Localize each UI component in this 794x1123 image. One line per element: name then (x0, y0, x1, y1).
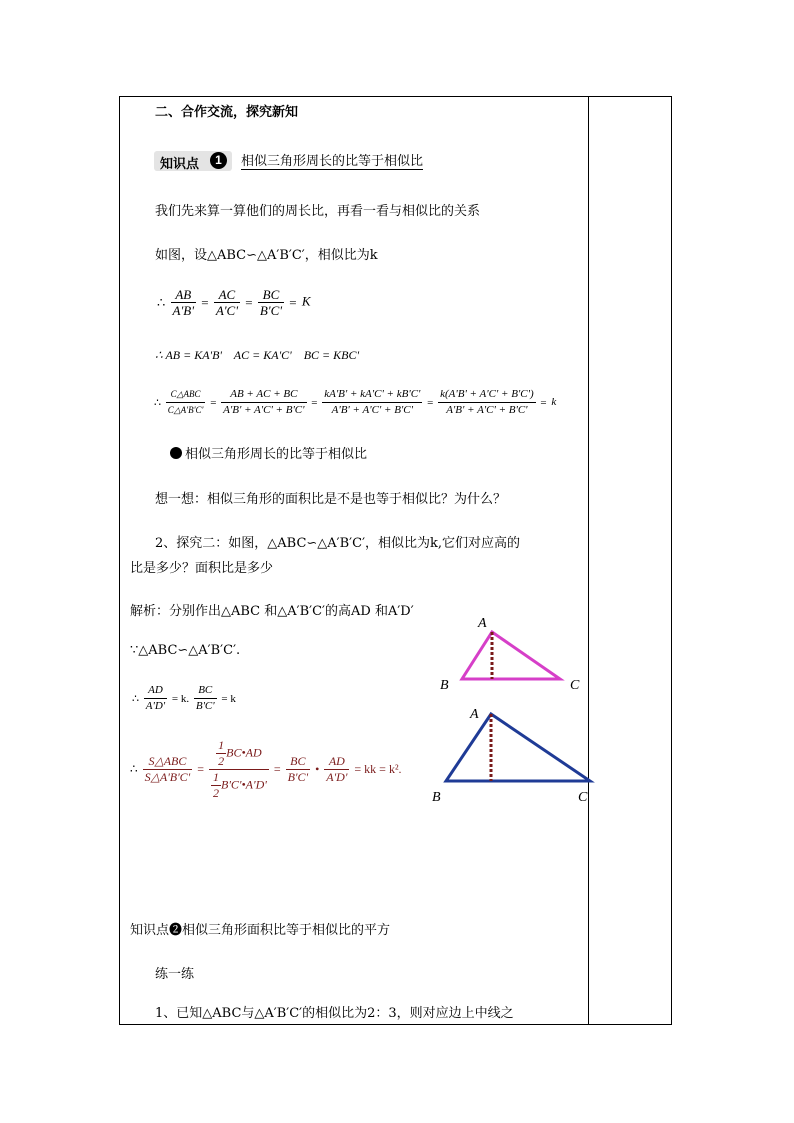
denominator: S△A'B'C' (144, 770, 191, 784)
ratio-equation (155, 287, 311, 318)
label-b-small: B (440, 678, 449, 693)
fraction (221, 387, 306, 418)
denominator: B'C' (259, 303, 283, 318)
fraction (322, 387, 422, 418)
half-fraction (211, 770, 221, 801)
therefore-symbol: ∴ (157, 294, 166, 310)
dot-operator: • (315, 762, 320, 776)
setup-text: 如图，设△ABC∽△A′B′C′，相似比为k (155, 248, 378, 263)
label-c-small: C (570, 678, 580, 693)
large-triangle (446, 714, 590, 781)
relation-ab: AB = KA'B' (165, 348, 222, 362)
equals-k: = k (221, 692, 236, 705)
height-ratio-equation (130, 683, 238, 714)
explore-line2: 比是多少？面积比是多少 (130, 561, 274, 576)
section-title: 二、合作交流，探究新知 (155, 104, 299, 119)
knowledge2-title: 相似三角形面积比等于相似比的平方 (182, 923, 391, 938)
small-triangle (462, 632, 560, 679)
knowledge-number-icon: 1 (210, 152, 227, 169)
denominator: 2 (213, 786, 220, 800)
fraction (286, 754, 310, 785)
bullet-icon (170, 447, 182, 459)
fraction (144, 683, 167, 714)
area-result: = kk = k². (354, 762, 402, 776)
equals-sign: = (540, 396, 547, 409)
numerator: AD (144, 683, 167, 699)
fraction (194, 683, 217, 714)
denominator: A'D' (145, 700, 166, 712)
triangle-figures (430, 615, 600, 815)
equals-sign: = (201, 294, 209, 310)
numerator: BC (194, 683, 217, 699)
therefore-symbol: ∴ (132, 693, 139, 705)
explore-line1: 2、探究二：如图，△ABC∽△A′B′C′，相似比为k,它们对应高的 (155, 536, 521, 551)
numerator: AB (171, 287, 196, 303)
numerator: BC (258, 287, 284, 303)
equals-sign: = (273, 762, 281, 776)
denominator: A'B' + A'C' + B'C' (223, 404, 305, 416)
numerator: AB + AC + BC (221, 387, 306, 403)
knowledge2-label: 知识点 (130, 923, 170, 938)
denominator: A'B' (172, 303, 194, 318)
denominator: 2 (218, 754, 225, 768)
fraction (143, 754, 193, 785)
numerator: AD (324, 754, 349, 770)
denominator: B'C' (287, 770, 309, 784)
conclusion1-text: 相似三角形周长的比等于相似比 (185, 447, 368, 462)
relation-bc: BC = KBC' (303, 348, 360, 362)
think-question: 想一想：相似三角形的面积比是不是也等于相似比？为什么？ (155, 492, 507, 507)
half-fraction (216, 738, 226, 769)
denominator: A'C' (215, 303, 239, 318)
fraction (171, 287, 196, 318)
ratio-k: K (301, 293, 311, 309)
numerator: kA'B' + kA'C' + kB'C' (322, 387, 422, 403)
equals-sign: = (245, 294, 253, 310)
fraction (214, 287, 240, 318)
numerator: BC (286, 754, 310, 770)
equals-sign: = (197, 762, 205, 776)
equals-sign: = (311, 396, 318, 409)
label-b-large: B (432, 790, 441, 805)
numerator: C△ABC (166, 387, 206, 403)
because-line: ∵△ABC∽△A′B′C′. (130, 643, 241, 658)
solution-line: 解析：分别作出△ABC 和△A′B′C′的高AD 和A′D′ (130, 604, 414, 619)
equals-sign: = (289, 294, 297, 310)
denominator: A'B' + A'C' + B'C' (331, 404, 413, 416)
fraction (166, 387, 206, 418)
area-ratio-equation (128, 738, 404, 801)
therefore-symbol: ∴ (154, 397, 161, 409)
knowledge2-number-icon: ❷ (169, 923, 183, 938)
equals-sign: = (427, 396, 434, 409)
label-a-small: A (478, 616, 487, 631)
table-column-divider (588, 96, 589, 1025)
label-a-large: A (470, 707, 479, 722)
knowledge1-title: 相似三角形周长的比等于相似比 (241, 153, 424, 168)
ratio-k: k (551, 396, 557, 409)
label-c-large: C (578, 790, 588, 805)
perimeter-equation (152, 387, 556, 418)
denominator: C△A'B'C' (167, 405, 204, 415)
fraction (258, 287, 284, 318)
fraction (209, 738, 269, 801)
intro-text: 我们先来算一算他们的周长比，再看一看与相似比的关系 (155, 204, 481, 219)
numerator: 1 (218, 738, 225, 752)
fraction (438, 387, 536, 418)
numerator: k(A'B' + A'C' + B'C') (438, 387, 536, 403)
fraction (324, 754, 349, 785)
numerator-expression: BC•AD (226, 745, 262, 760)
practice-question-1: 1、已知△ABC与△A′B′C′的相似比为2：3，则对应边上中线之 (155, 1006, 514, 1021)
numerator: S△ABC (143, 754, 193, 770)
equals-k: = k. (171, 692, 190, 705)
denominator: B'C' (195, 700, 215, 712)
denominator-expression: B'C'•A'D' (221, 777, 267, 792)
knowledge2-line (130, 923, 390, 939)
equals-sign: = (210, 396, 217, 409)
denominator (209, 770, 269, 801)
knowledge-badge-label: 知识点 (160, 156, 200, 171)
denominator: A'B' + A'C' + B'C' (446, 404, 528, 416)
therefore-symbol: ∴ (155, 348, 163, 362)
denominator: A'D' (326, 770, 348, 784)
side-relations (155, 348, 359, 363)
practice-title: 练一练 (155, 967, 195, 982)
conclusion1 (170, 447, 367, 463)
therefore-symbol: ∴ (130, 762, 138, 776)
relation-ac: AC = KA'C' (233, 348, 292, 362)
numerator: AC (214, 287, 240, 303)
numerator: 1 (213, 770, 220, 784)
numerator (209, 738, 269, 770)
